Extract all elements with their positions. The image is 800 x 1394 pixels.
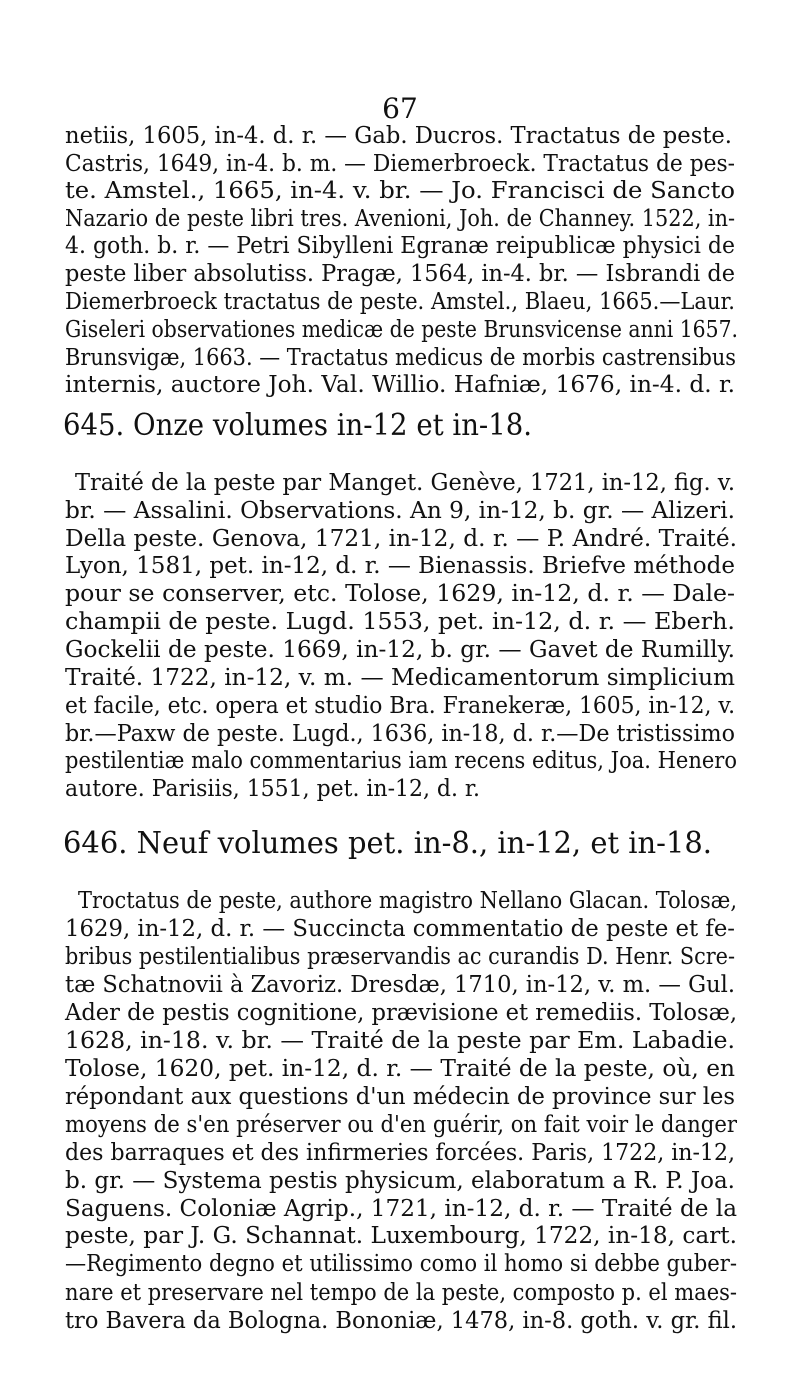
text-line: 1629, in-12, d. r. — Succincta commentatio de peste et fe- (65, 915, 736, 942)
page-number: 67 (382, 92, 418, 125)
text-line: Giseleri observationes medicæ de peste Brunsvicense anni 1657. (65, 316, 739, 343)
text-line: champii de peste. Lugd. 1553, pet. in-12, d. r. — Eberh. (65, 608, 736, 635)
text-line: Ader de pestis cognitione, prævisione et remediis. Tolosæ, (65, 999, 738, 1026)
text-line: peste liber absolutiss. Pragæ, 1564, in-4. br. — Isbrandi de (65, 260, 736, 287)
text-line: netiis, 1605, in-4. d. r. — Gab. Ducros. Tractatus de peste. (65, 122, 733, 149)
text-line: pour se conserver, etc. Tolose, 1629, in-12, d. r. — Dale- (65, 580, 736, 607)
text-line: Tolose, 1620, pet. in-12, d. r. — Traité de la peste, où, en (65, 1055, 736, 1082)
text-line: tæ Schatnovii à Zavoriz. Dresdæ, 1710, in-12, v. m. — Gul. (65, 971, 736, 998)
text-line: et facile, etc. opera et studio Bra. Franekeræ, 1605, in-12, v. (65, 692, 736, 719)
text-line: Traité de la peste par Manget. Genève, 1721, in-12, fig. v. (75, 469, 736, 496)
text-line: Della peste. Genova, 1721, in-12, d. r. — P. André. Traité. (65, 525, 738, 552)
text-line: répondant aux questions d'un médecin de province sur les (65, 1083, 736, 1110)
text-line: Troctatus de peste, authore magistro Nellano Glacan. Tolosæ, (78, 887, 738, 914)
text-line: tro Bavera da Bologna. Bononiæ, 1478, in-8. goth. v. gr. fil. (65, 1307, 738, 1334)
text-line: Lyon, 1581, pet. in-12, d. r. — Bienassis. Briefve méthode (65, 552, 736, 579)
text-line: moyens de s'en préserver ou d'en guérir, on fait voir le danger (65, 1111, 738, 1138)
text-line: 1628, in-18. v. br. — Traité de la peste par Em. Labadie. (65, 1027, 736, 1054)
section-heading: 645. Onze volumes in-12 et in-18. (63, 408, 533, 443)
text-line: autore. Parisiis, 1551, pet. in-12, d. r. (65, 775, 481, 802)
text-line: br.—Paxw de peste. Lugd., 1636, in-18, d. r.—De tristissimo (65, 720, 736, 747)
text-line: Saguens. Coloniæ Agrip., 1721, in-12, d. r. — Traité de la (65, 1195, 738, 1222)
text-line: te. Amstel., 1665, in-4. v. br. — Jo. Francisci de Sancto (65, 177, 736, 204)
text-line: pestilentiæ malo commentarius iam recens editus, Joa. Henero (65, 747, 738, 774)
text-line: b. gr. — Systema pestis physicum, elaboratum a R. P. Joa. (65, 1167, 736, 1194)
text-line: Brunsvigæ, 1663. — Tractatus medicus de morbis castrensibus (65, 344, 736, 371)
text-line: des barraques et des infirmeries forcées. Paris, 1722, in-12, (65, 1139, 736, 1166)
text-line: Nazario de peste libri tres. Avenioni, Joh. de Channey. 1522, in- (65, 205, 736, 232)
text-line: Gockelii de peste. 1669, in-12, b. gr. — Gavet de Rumilly. (65, 636, 736, 663)
text-line: nare et preservare nel tempo de la peste, composto p. el maes- (65, 1279, 738, 1306)
text-line: br. — Assalini. Observations. An 9, in-12, b. gr. — Alizeri. (65, 497, 736, 524)
text-line: —Regimento degno et utilissimo como il homo si debbe guber- (65, 1250, 738, 1277)
text-line: internis, auctore Joh. Val. Willio. Hafniæ, 1676, in-4. d. r. (65, 371, 736, 398)
text-line: Castris, 1649, in-4. b. m. — Diemerbroeck. Tractatus de pes- (65, 150, 736, 177)
text-line: bribus pestilentialibus præservandis ac curandis D. Henr. Scre- (65, 943, 736, 970)
text-line: Traité. 1722, in-12, v. m. — Medicamentorum simplicium (65, 664, 736, 691)
text-line: peste, par J. G. Schannat. Luxembourg, 1722, in-18, cart. (65, 1222, 737, 1249)
section-heading: 646. Neuf volumes pet. in-8., in-12, et in-18. (63, 826, 713, 861)
text-line: 4. goth. b. r. — Petri Sibylleni Egranæ reipublicæ physici de (65, 232, 736, 259)
text-line: Diemerbroeck tractatus de peste. Amstel., Blaeu, 1665.—Laur. (65, 288, 736, 315)
